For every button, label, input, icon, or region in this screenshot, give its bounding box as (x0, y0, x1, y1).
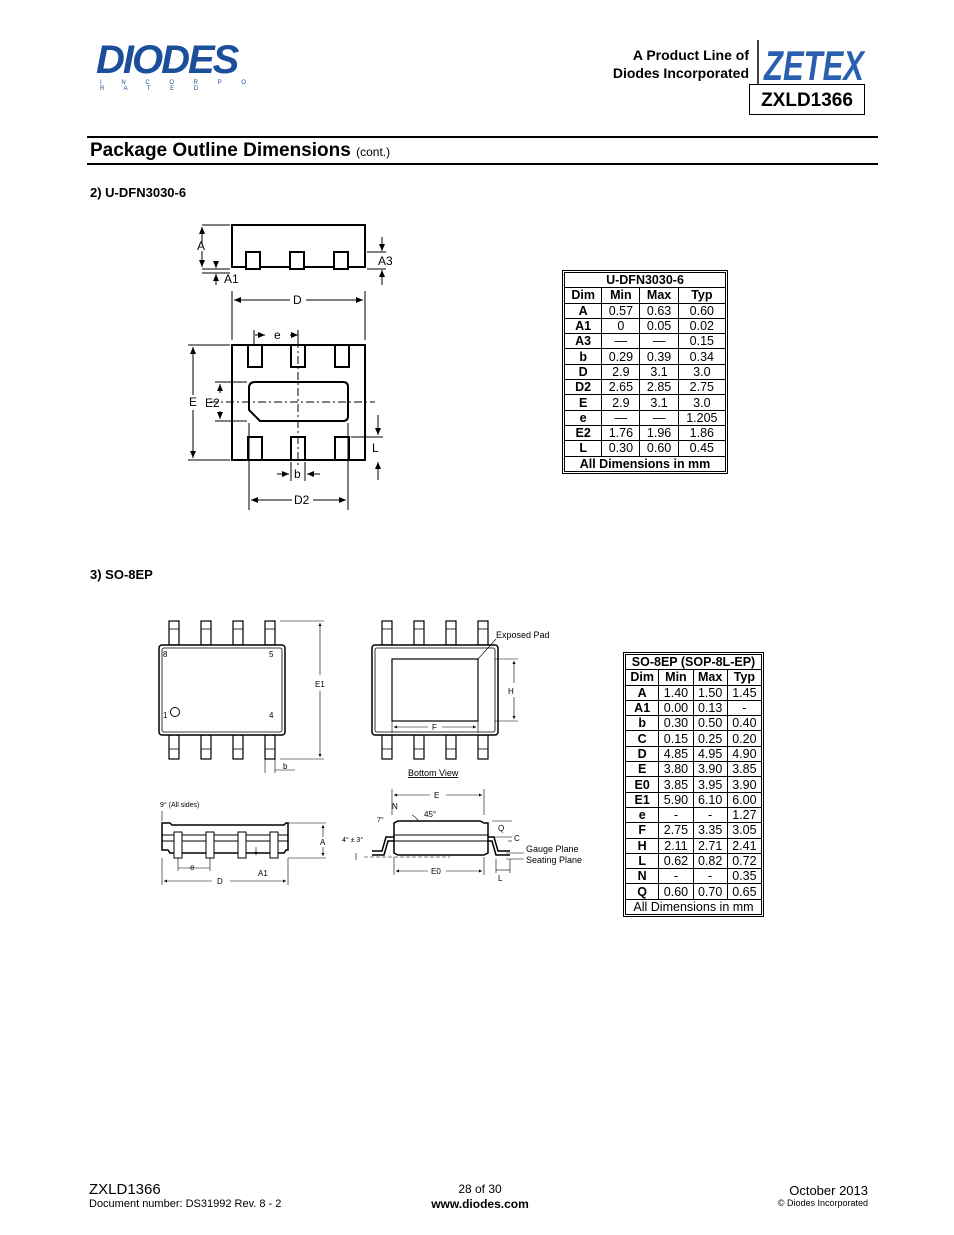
so8-cell: 2.75 (659, 823, 693, 838)
so8-seating-plane-label: Seating Plane (526, 855, 583, 865)
so8-pin5-label: 5 (269, 650, 274, 659)
so8-label-q: Q (498, 824, 505, 833)
dfn-cell: 0.60 (640, 441, 678, 456)
table-row (565, 395, 726, 410)
dfn-cell: e (565, 410, 602, 425)
so8-cell: H (626, 838, 659, 853)
so8-cell: 1.50 (693, 685, 727, 700)
dfn-table-header-row (565, 288, 726, 303)
so8-label-a1: A1 (258, 869, 268, 878)
so8-label-b: b (283, 762, 288, 771)
so8-col-typ: Typ (727, 670, 761, 685)
dfn-cell: 2.9 (602, 364, 640, 379)
dfn-cell: — (602, 334, 640, 349)
dfn-label-a3: A3 (378, 254, 393, 268)
so8-cell: 3.80 (659, 762, 693, 777)
section-title (90, 140, 390, 162)
dfn-cell: b (565, 349, 602, 364)
so8-cell: A (626, 685, 659, 700)
so8-cell: e (626, 807, 659, 822)
so8-col-max: Max (693, 670, 727, 685)
dfn-label-e2: E2 (205, 396, 220, 410)
dfn-cell: 2.9 (602, 395, 640, 410)
so8-cell: E (626, 762, 659, 777)
footer-left (89, 1181, 281, 1210)
so8-cell: - (659, 807, 693, 822)
so8-pin8-label: 8 (163, 650, 168, 659)
so8-cell: F (626, 823, 659, 838)
so8-cell: 2.41 (727, 838, 761, 853)
footer-part-number: ZXLD1366 (89, 1181, 161, 1198)
dfn-col-dim: Dim (565, 288, 602, 303)
dfn-label-big-e: E (189, 395, 198, 409)
so8-cell: 3.90 (727, 777, 761, 792)
so8-cell: 0.62 (659, 853, 693, 868)
so8-label-a: A (320, 838, 326, 847)
so8-dimension-table (625, 654, 762, 915)
so8-cell: - (693, 869, 727, 884)
table-row (565, 349, 726, 364)
so8-cell: - (693, 807, 727, 822)
so8-cell: E0 (626, 777, 659, 792)
table-row (626, 853, 762, 868)
so8-label-e1: E1 (315, 680, 325, 689)
so8-gauge-plane-label: Gauge Plane (526, 844, 579, 854)
dfn-cell: 0.57 (602, 303, 640, 318)
so8-cell: 3.35 (693, 823, 727, 838)
so8-label-h: H (508, 687, 514, 696)
table-row (626, 792, 762, 807)
so8-cell: 0.65 (727, 884, 761, 899)
footer-page: 28 of 30 (458, 1182, 502, 1196)
section-title-cont: (cont.) (356, 145, 391, 159)
so8-cell: 3.05 (727, 823, 761, 838)
dfn-cell: D (565, 364, 602, 379)
so8-cell: - (659, 869, 693, 884)
so8-cell: 0.50 (693, 716, 727, 731)
dfn-label-a: A (197, 239, 206, 253)
product-line (613, 46, 749, 82)
dfn-cell: 3.1 (640, 364, 678, 379)
so8-cell: 0.13 (693, 700, 727, 715)
so8-cell: 0.00 (659, 700, 693, 715)
dfn-cell: 0.30 (602, 441, 640, 456)
so8-col-min: Min (659, 670, 693, 685)
so8-angle45-label: 45° (424, 810, 437, 819)
so8-cell: 6.00 (727, 792, 761, 807)
so8-label-small-e: e (190, 863, 195, 872)
dfn-cell: D2 (565, 380, 602, 395)
so8-angle-all-label: 9° (All sides) (160, 802, 200, 809)
so8-cell: 2.11 (659, 838, 693, 853)
dfn-cell: A (565, 303, 602, 318)
so8-label-big-e: E (434, 791, 440, 800)
so8-pin4-label: 4 (269, 711, 274, 720)
dfn-cell: A1 (565, 318, 602, 333)
dfn-col-max: Max (640, 288, 678, 303)
dfn-cell: 0.05 (640, 318, 678, 333)
so8-cell: 4.85 (659, 746, 693, 761)
so8-cell: 1.40 (659, 685, 693, 700)
table-row (565, 380, 726, 395)
so8-table-header-row (626, 670, 762, 685)
dfn-col-min: Min (602, 288, 640, 303)
dfn-cell: — (640, 410, 678, 425)
dfn-cell: 1.86 (678, 425, 725, 440)
dfn-cell: 1.96 (640, 425, 678, 440)
so8-cell: 1.27 (727, 807, 761, 822)
footer-website-link[interactable]: www.diodes.com (431, 1197, 529, 1211)
so8-cell: 0.35 (727, 869, 761, 884)
so8-cell: 0.70 (693, 884, 727, 899)
so8-drawing (150, 615, 600, 895)
dfn-label-d: D (293, 293, 302, 307)
dfn-table-title: U-DFN3030-6 (565, 273, 726, 288)
so8-cell: 0.20 (727, 731, 761, 746)
dfn-dimension-table (564, 272, 726, 472)
so8-cell: 2.71 (693, 838, 727, 853)
so8-label-f: F (432, 723, 437, 732)
dfn-label-d2: D2 (294, 493, 310, 507)
diodes-logo-subtext: I N C O R P O R A T E D (100, 80, 255, 92)
dfn-cell: 2.85 (640, 380, 678, 395)
title-bottom-rule (87, 163, 878, 165)
diodes-logo-text: DIODES (96, 38, 238, 82)
so8-cell: b (626, 716, 659, 731)
so8-cell: D (626, 746, 659, 761)
zetex-logo-text: ZETEX (763, 42, 867, 89)
so8-cell: 4.90 (727, 746, 761, 761)
so8-cell: 3.85 (659, 777, 693, 792)
table-row (626, 838, 762, 853)
dfn-cell: — (640, 334, 678, 349)
so8-cell: C (626, 731, 659, 746)
so8-label-d: D (217, 877, 223, 886)
so8-cell: 5.90 (659, 792, 693, 807)
table-row (565, 334, 726, 349)
dfn-label-e: e (274, 328, 281, 342)
dfn-cell: 3.1 (640, 395, 678, 410)
table-row (626, 807, 762, 822)
so8-angle7-label: 7° (377, 817, 384, 824)
dfn-cell: 0.63 (640, 303, 678, 318)
so8-cell: 4.95 (693, 746, 727, 761)
so8-label-l: L (498, 874, 503, 883)
table-row (626, 700, 762, 715)
table-row (626, 869, 762, 884)
dfn-cell: 0.45 (678, 441, 725, 456)
so8-pin1-label: 1 (163, 711, 168, 720)
dfn-cell: — (602, 410, 640, 425)
so8-table-footer: All Dimensions in mm (626, 899, 762, 914)
product-line-2: Diodes Incorporated (612, 65, 749, 81)
table-row (626, 746, 762, 761)
table-footer-row (626, 899, 762, 914)
dfn-col-typ: Typ (678, 288, 725, 303)
so8-col-dim: Dim (626, 670, 659, 685)
dfn-cell: 0.15 (678, 334, 725, 349)
product-line-1: A Product Line of (632, 47, 749, 63)
dfn-cell: L (565, 441, 602, 456)
dfn-cell: 0 (602, 318, 640, 333)
dfn-cell: 0.02 (678, 318, 725, 333)
footer-copyright: © Diodes Incorporated (777, 1198, 868, 1208)
dfn-heading: 2) U-DFN3030-6 (90, 185, 187, 200)
table-row (626, 777, 762, 792)
title-top-rule (87, 136, 878, 138)
so8-cell: 0.25 (693, 731, 727, 746)
footer-date: October 2013 (789, 1183, 868, 1198)
dfn-table-footer: All Dimensions in mm (565, 456, 726, 471)
so8-exposed-pad-label: Exposed Pad (496, 630, 550, 640)
so8-cell: 0.30 (659, 716, 693, 731)
dfn-cell: 3.0 (678, 395, 725, 410)
table-row (565, 410, 726, 425)
so8-cell: 1.45 (727, 685, 761, 700)
so8-cell: N (626, 869, 659, 884)
dfn-drawing (180, 215, 400, 515)
so8-label-e0: E0 (431, 867, 441, 876)
table-row (565, 441, 726, 456)
dfn-cell: E2 (565, 425, 602, 440)
table-row (626, 716, 762, 731)
so8-bottom-view-label: Bottom View (408, 768, 459, 778)
dfn-label-l: L (372, 441, 379, 455)
dfn-cell: 0.60 (678, 303, 725, 318)
so8-cell: A1 (626, 700, 659, 715)
table-row (565, 318, 726, 333)
dfn-cell: 2.65 (602, 380, 640, 395)
table-row (626, 685, 762, 700)
section-title-text: Package Outline Dimensions (90, 140, 351, 161)
dfn-cell: 2.75 (678, 380, 725, 395)
dfn-cell: E (565, 395, 602, 410)
dfn-cell: 0.34 (678, 349, 725, 364)
so8-label-c: C (514, 834, 520, 843)
so8-cell: 0.15 (659, 731, 693, 746)
so8-cell: Q (626, 884, 659, 899)
so8-cell: E1 (626, 792, 659, 807)
dfn-cell: 0.39 (640, 349, 678, 364)
footer-center (400, 1182, 560, 1212)
so8-cell: 3.95 (693, 777, 727, 792)
zetex-logo (758, 40, 868, 89)
so8-cell: 3.90 (693, 762, 727, 777)
table-row (626, 731, 762, 746)
so8-cell: 3.85 (727, 762, 761, 777)
dfn-cell: 0.29 (602, 349, 640, 364)
dfn-label-b: b (294, 467, 301, 481)
dfn-cell: 1.205 (678, 410, 725, 425)
so8-cell: 0.82 (693, 853, 727, 868)
table-row (626, 762, 762, 777)
so8-angle4-label: 4° ± 3° (342, 837, 364, 844)
footer-doc-number: Document number: DS31992 Rev. 8 - 2 (89, 1198, 282, 1210)
so8-cell: 0.40 (727, 716, 761, 731)
so8-label-n: N (392, 802, 398, 811)
table-footer-row (565, 456, 726, 471)
dfn-cell: 3.0 (678, 364, 725, 379)
table-row (626, 823, 762, 838)
dfn-cell: A3 (565, 334, 602, 349)
so8-heading: 3) SO-8EP (90, 567, 153, 582)
so8-cell: 0.72 (727, 853, 761, 868)
footer-right (778, 1183, 868, 1208)
diodes-logo (96, 40, 266, 90)
table-row (565, 425, 726, 440)
so8-cell: 0.60 (659, 884, 693, 899)
table-row (626, 884, 762, 899)
so8-table-title: SO-8EP (SOP-8L-EP) (626, 655, 762, 670)
table-row (565, 364, 726, 379)
so8-cell: - (727, 700, 761, 715)
table-row (565, 303, 726, 318)
so8-cell: 6.10 (693, 792, 727, 807)
part-number-box: ZXLD1366 (749, 84, 865, 115)
dfn-label-a1: A1 (224, 272, 239, 286)
dfn-cell: 1.76 (602, 425, 640, 440)
so8-cell: L (626, 853, 659, 868)
